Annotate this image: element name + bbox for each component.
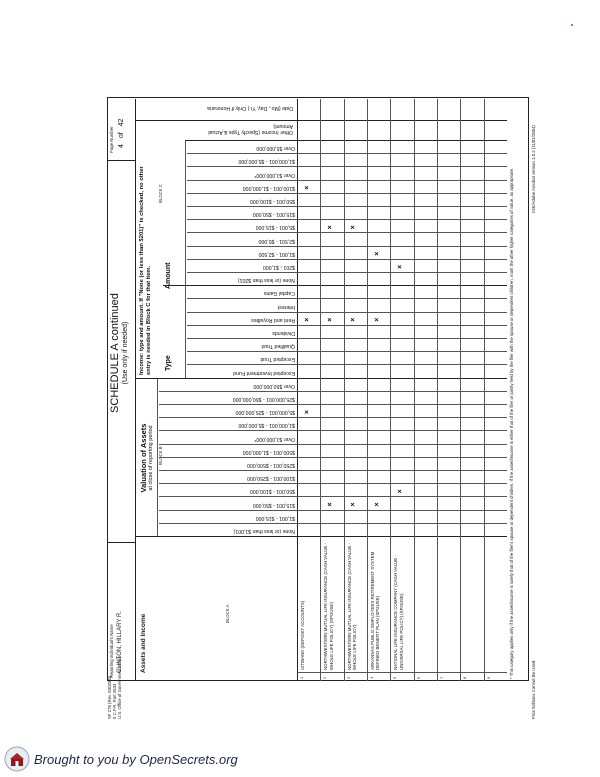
type-col-header-3: Dividends	[272, 330, 295, 336]
income-subgroup-rule	[185, 141, 186, 379]
checkbox-mark-amount: ×	[397, 264, 404, 269]
row-rule	[460, 99, 461, 681]
valuation-col-header-11: Over $50,000,000	[253, 382, 295, 389]
valuation-col-rule	[159, 391, 507, 392]
form-sheet	[55, 53, 545, 733]
row-number-7: 7	[439, 676, 444, 679]
valuation-col-header-4: $100,001 - $250,000	[247, 475, 295, 482]
valuation-col-header-10: $25,000,001 - $50,000,000	[232, 396, 295, 402]
type-col-header-6: Capital Gains	[263, 290, 295, 297]
amount-col-header-2: $1,001 - $2,500	[258, 250, 295, 257]
row-rule	[390, 99, 391, 681]
type-col-rule	[187, 312, 507, 313]
row-number-1: 1	[299, 676, 304, 679]
assets-heading: Assets and Income	[140, 613, 147, 673]
valuation-col-rule	[159, 430, 507, 431]
type-col-header-4: Rent and Royalties	[251, 316, 295, 323]
amount-col-header-5: $15,001 - $50,000	[252, 211, 295, 218]
asset-description-3: NORTHWESTERN MUTUAL LIFE INSURANCE (CASH VALUE - WHOLE LIFE POLICY)	[346, 542, 357, 670]
type-col-header-5: Interest	[277, 303, 295, 310]
valuation-col-rule	[159, 510, 507, 511]
valuation-col-rule	[159, 444, 507, 445]
valuation-group-rule	[157, 379, 158, 537]
form-cfr: 5 C.F.R. Part 2634	[112, 683, 117, 719]
valuation-heading: Valuation of Assets	[139, 423, 148, 493]
amount-col-rule	[187, 246, 507, 247]
row-number-6: 6	[415, 676, 421, 679]
amount-col-header-7: $100,001 - $1,000,000	[242, 184, 295, 191]
footnote: * This category applies only if the asset/income is solely that of the filer's spouse or dependent children. If the asset/income is either that of the filer or jointly held by the filer with the spouse or dependent children, mark the other higher categories of value, as appropriate.	[509, 167, 514, 679]
type-col-header-1: Excepted Trust	[260, 356, 295, 363]
row-rule	[484, 99, 485, 681]
amount-col-header-8: Over $1,000,000*	[254, 171, 295, 178]
amount-col-rule	[187, 166, 507, 167]
valuation-col-header-0: None (or less than $1,001)	[233, 528, 295, 534]
block-a: BLOCK A	[225, 604, 230, 623]
valuation-col-header-3: $50,001 - $100,000	[250, 488, 295, 495]
reporting-name: CLINTON, HILLARY R.	[117, 610, 123, 673]
page-of: of	[118, 132, 125, 139]
valuation-col-header-1: $1,001 - $15,000	[255, 514, 295, 521]
valuation-col-rule	[159, 404, 507, 405]
checkbox-mark-amount: ×	[350, 225, 358, 230]
amount-col-header-0: None (or less than $201)	[237, 277, 295, 284]
amount-col-rule	[187, 206, 507, 207]
page-num: 4	[118, 144, 125, 148]
amount-label: Amount	[165, 262, 172, 289]
header-bottom-rule	[135, 99, 136, 681]
row-number-2: 2	[322, 676, 328, 679]
block-b: BLOCK B	[158, 446, 163, 465]
valuation-col-header-6: $500,001 - $1,000,000	[242, 448, 295, 455]
speck-dot	[571, 24, 573, 26]
amount-col-rule	[187, 153, 507, 154]
row-number-9: 9	[485, 676, 491, 679]
amount-other-divider	[185, 140, 507, 141]
checkbox-mark-type: ×	[373, 317, 381, 322]
amount-col-rule	[187, 232, 507, 233]
type-col-rule	[187, 298, 507, 299]
checkbox-mark-type: ×	[350, 317, 358, 322]
income-heading: Income: type and amount. If "None (or less than $201)" is checked, no other entry is needed in Block C for that item.	[139, 166, 152, 375]
checkbox-mark-valuation: ×	[397, 489, 404, 494]
other-income-header: Other Income (Specify Type & Actual Amount)	[208, 123, 293, 135]
amount-col-header-10: Over $5,000,000	[256, 145, 295, 152]
date-header: Date (Mo., Day, Yr.) Only if Honoraria	[207, 105, 293, 111]
type-col-rule	[187, 364, 507, 365]
header-divider-2	[107, 160, 135, 161]
valuation-sub: at close of reporting period	[148, 425, 154, 491]
type-col-rule	[187, 338, 507, 339]
form-frame	[107, 97, 529, 681]
amount-col-rule	[187, 259, 507, 260]
valuation-col-rule	[159, 470, 507, 471]
prior-editions: Prior Editions Cannot Be Used.	[531, 659, 536, 719]
checkbox-mark-amount: ×	[373, 251, 381, 256]
checkbox-mark-valuation: ×	[350, 502, 358, 507]
row-number-8: 8	[462, 676, 468, 679]
valuation-col-rule	[159, 483, 507, 484]
valuation-col-header-9: $5,000,001 - $25,000,000	[235, 409, 295, 416]
page-label: Page Number	[109, 126, 114, 153]
form-agency: U.S. Office of Government Ethics	[117, 655, 122, 719]
valuation-col-rule	[159, 523, 507, 524]
asset-description-1: CITIBANK (DEPOSIT ACCOUNTS)	[300, 600, 305, 670]
checkbox-mark-amount: ×	[303, 185, 311, 190]
valuation-col-rule	[159, 457, 507, 458]
asset-description-2: NORTHWESTERN MUTUAL LIFE INSURANCE (CASH VALUE - WHOLE LIFE POLICY) (SPOUSE)	[323, 542, 334, 670]
type-col-header-0: Excepted Investment Fund	[233, 369, 295, 376]
valuation-col-header-5: $250,001 - $500,000	[247, 462, 295, 468]
valuation-col-header-8: $1,000,001 - $5,000,000	[238, 422, 295, 429]
amount-col-header-4: $5,001 - $15,000	[255, 224, 295, 231]
type-col-rule	[187, 351, 507, 352]
valuation-col-rule	[159, 417, 507, 418]
checkbox-mark-valuation: ×	[373, 502, 381, 507]
checkbox-mark-type: ×	[303, 317, 311, 322]
checkbox-mark-amount: ×	[327, 225, 334, 230]
amount-col-rule	[187, 193, 507, 194]
valuation-col-header-2: $15,001 - $50,000	[252, 501, 295, 508]
block-c: BLOCK C	[158, 184, 163, 203]
page-total: 42	[118, 118, 125, 127]
amount-col-rule	[187, 180, 507, 181]
opensecrets-credit: Brought to you by OpenSecrets.org	[34, 752, 238, 767]
amount-col-header-6: $50,001 - $100,000	[250, 198, 295, 204]
asset-description-4: ARKANSAS PUBLIC EMPLOYEES RETIREMENT SYSTEM DEFINED BENEFIT PLAN (SPOUSE)	[370, 551, 381, 670]
amount-col-header-9: $1,000,001 - $5,000,000	[238, 158, 295, 165]
type-col-rule	[187, 325, 507, 326]
row-number-3: 3	[345, 676, 351, 679]
row-rule	[344, 99, 345, 681]
schedule-subtitle: (Use only if needed)	[122, 321, 129, 385]
form-id: SF 278 (Rev. 03/2000)	[107, 675, 112, 719]
row-number-divider	[297, 672, 507, 673]
type-amount-divider	[163, 285, 507, 286]
amount-col-header-1: $201 - $1,000	[262, 264, 295, 270]
row-rule	[437, 99, 438, 681]
type-label: Type	[165, 355, 172, 371]
asset-description-5: NATIONAL LIFE INSURANCE COMPANY (CASH VALUE - UNIVERSAL LIFE POLICY) (SPOUSE)	[393, 555, 404, 670]
checkbox-mark-type: ×	[327, 317, 334, 322]
row-rule	[320, 99, 321, 681]
row-number-5: 5	[392, 676, 398, 679]
amount-col-rule	[187, 272, 507, 273]
schedule-title: SCHEDULE A continued	[109, 293, 121, 413]
opensecrets-logo-icon	[4, 746, 30, 772]
valuation-col-rule	[159, 496, 507, 497]
row-rule	[414, 99, 415, 681]
version-label: IGE/Adobe Acrobat version 1.0.2 (11/01/2004)	[531, 125, 536, 213]
page-number	[118, 119, 125, 148]
checkbox-mark-valuation: ×	[327, 502, 334, 507]
amount-col-header-3: $2,501 - $5,000	[258, 237, 295, 244]
amount-col-rule	[187, 219, 507, 220]
reporting-label: Reporting Individual's Name	[109, 624, 114, 678]
row-rule	[367, 99, 368, 681]
valuation-col-header-7: Over $1,000,000*	[254, 435, 295, 442]
checkbox-mark-valuation: ×	[303, 410, 311, 415]
type-col-header-2: Qualified Trust	[261, 343, 295, 350]
row-number-4: 4	[369, 676, 374, 679]
